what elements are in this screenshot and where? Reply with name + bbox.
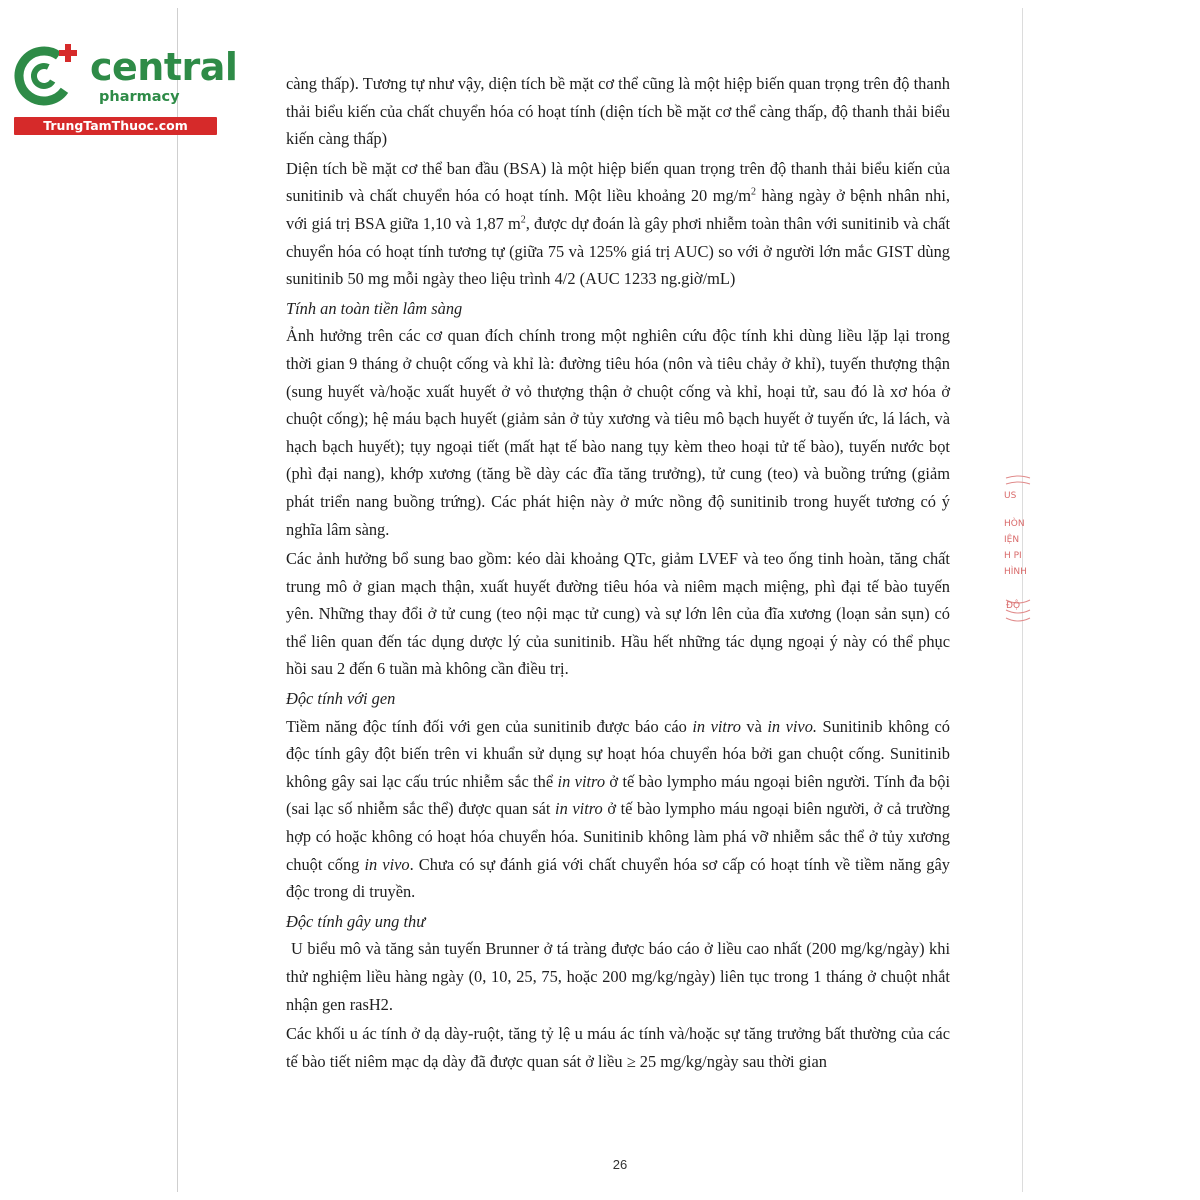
text-run: . Chưa có sự đánh giá với chất chuyển hóa sơ cấp có hoạt tính về tiềm năng gây độc trong di truyền.: [286, 854, 950, 902]
text-run: , được dự đoán là gây phơi nhiễm toàn thân với sunitinib và chất chuyển hóa có hoạt tính tương tự (giữa 75 và 125% giá trị AUC) so với ở người lớn mắc GIST dùng sunitinib 50 mg mỗi ngày theo liệu trình 4/2 (AUC 1233 ng.giờ/mL): [286, 213, 951, 289]
stamp-text: HÒN: [1004, 519, 1025, 529]
paragraph-target-organs: Ảnh hưởng trên các cơ quan đích chính trong một nghiên cứu độc tính khi dùng liều lặp lại trong thời gian 9 tháng ở chuột cống và khỉ là: đường tiêu hóa (nôn và tiêu chảy ở khỉ), tuyến thượng thận (sung huyết và/hoặc xuất huyết ở vỏ thượng thận ở chuột cống và khỉ, hoại tử, sau đó là xơ hóa ở chuột cống); hệ máu bạch huyết (giảm sản ở tủy xương và tiêu mô bạch huyết ở tuyến ức, lá lách, và hạch bạch huyết); tụy ngoại tiết (mất hạt tế bào nang tụy kèm theo hoại tử tế bào), tuyến nước bọt (phì đại nang), khớp xương (tăng bề dày các đĩa tăng trưởng), tử cung (teo) và buồng trứng (giảm phát triển nang buồng trứng). Các phát hiện này ở mức nồng độ sunitinib trong huyết tương có ý nghĩa lâm sàng.: [286, 326, 950, 539]
italic-term: in vivo: [364, 854, 410, 874]
text-run: hàng ngày ở bệnh nhân nhi, với giá trị BSA giữa 1,10 và 1,87 m: [286, 186, 950, 233]
superscript: 2: [520, 214, 526, 226]
central-pharmacy-logo[interactable]: [10, 38, 238, 138]
red-stamp-fragment-icon: [996, 470, 1036, 630]
document-body: [286, 70, 950, 1075]
superscript: 2: [750, 186, 756, 198]
text-run: Sunitinib không có độc tính gây đột biến trên vi khuẩn sử dụng sự hoạt hóa chuyển hóa bởi gan chuột cống. Sunitinib không gây sai lạc cấu trúc nhiễm sắc thể: [286, 716, 950, 791]
page-number: 26: [612, 1157, 628, 1172]
paragraph-clearance-bsa: càng thấp). Tương tự như vậy, diện tích bề mặt cơ thể cũng là một hiệp biến quan trọng trên độ thanh thải biểu kiến của chất chuyển hóa có hoạt tính (diện tích bề mặt cơ thể càng thấp, độ thanh thải biểu kiến càng thấp): [286, 74, 950, 149]
text-run: ở tế bào lympho máu ngoại biên người, ở cả trường hợp có hoặc không có hoạt hóa chuyển hóa. Sunitinib không làm phá vỡ nhiễm sắc thể ở tủy xương chuột cống: [286, 799, 950, 874]
stamp-text: ĐỘ: [1006, 601, 1021, 611]
italic-term: in vivo.: [767, 716, 817, 736]
paragraph-gastrointestinal-tumors: Các khối u ác tính ở dạ dày-ruột, tăng tỷ lệ u máu ác tính và/hoặc sự tăng trưởng bất thường của các tế bào tiết niêm mạc dạ dày đã được quan sát ở liều ≥ 25 mg/kg/ngày sau thời gian: [286, 1024, 950, 1071]
stamp-text: IỆN: [1004, 535, 1020, 545]
italic-term: in vitro: [555, 799, 603, 819]
paragraph-genotoxicity: [286, 713, 950, 906]
text-run: Diện tích bề mặt cơ thể ban đầu (BSA) là một hiệp biến quan trọng trên độ thanh thải biểu kiến của sunitinib và chất chuyển hóa có hoạt tính. Một liều khoảng 20 mg/m: [286, 158, 950, 206]
page-left-edge: [177, 8, 178, 1192]
heading-genotoxicity: Độc tính với gen: [286, 689, 396, 709]
stamp-text: H PI: [1004, 551, 1022, 561]
text-run: và: [740, 716, 768, 736]
pharmacy-logo-icon: [10, 38, 90, 113]
paragraph-bsa-pediatric: [286, 155, 950, 293]
logo-wordmark: central: [90, 45, 238, 89]
text-run: ở tế bào lympho máu ngoại biên người. Tính đa bội (sai lạc số nhiễm sắc thể) được quan sát: [286, 771, 950, 819]
stamp-text: US: [1004, 491, 1017, 501]
heading-carcinogenicity: Độc tính gây ung thư: [286, 911, 426, 931]
paragraph-brunner-gland: U biểu mô và tăng sản tuyến Brunner ở tá tràng được báo cáo ở liều cao nhất (200 mg/kg/ngày) khi thử nghiệm liều hàng ngày (0, 10, 25, 75, hoặc 200 mg/kg/ngày) liên tục trong 1 tháng ở chuột nhắt nhận gen rasH2.: [286, 939, 950, 1014]
logo-subtitle: pharmacy: [99, 89, 180, 105]
text-run: Tiềm năng độc tính đối với gen của sunitinib được báo cáo: [286, 716, 693, 736]
logo-url-banner[interactable]: TrungTamThuoc.com: [14, 117, 217, 135]
paragraph-additional-effects: Các ảnh hưởng bổ sung bao gồm: kéo dài khoảng QTc, giảm LVEF và teo ống tinh hoàn, tăng chất trung mô ở gian mạch thận, xuất huyết đường tiêu hóa và niêm mạch miệng, phì đại tế bào tuyến yên. Những thay đổi ở tử cung (teo nội mạc tử cung) và sự lớn lên của đĩa xương (loạn sản sụn) có thể liên quan đến tác dụng dược lý của sunitinib. Hầu hết những tác dụng ngoại ý này có thể phục hồi sau 2 đến 6 tuần mà không cần điều trị.: [286, 549, 950, 679]
stamp-text: HÌNH: [1004, 567, 1027, 577]
italic-term: in vitro: [692, 716, 741, 736]
heading-preclinical-safety: Tính an toàn tiền lâm sàng: [286, 298, 463, 318]
italic-term: in vitro: [557, 771, 606, 791]
